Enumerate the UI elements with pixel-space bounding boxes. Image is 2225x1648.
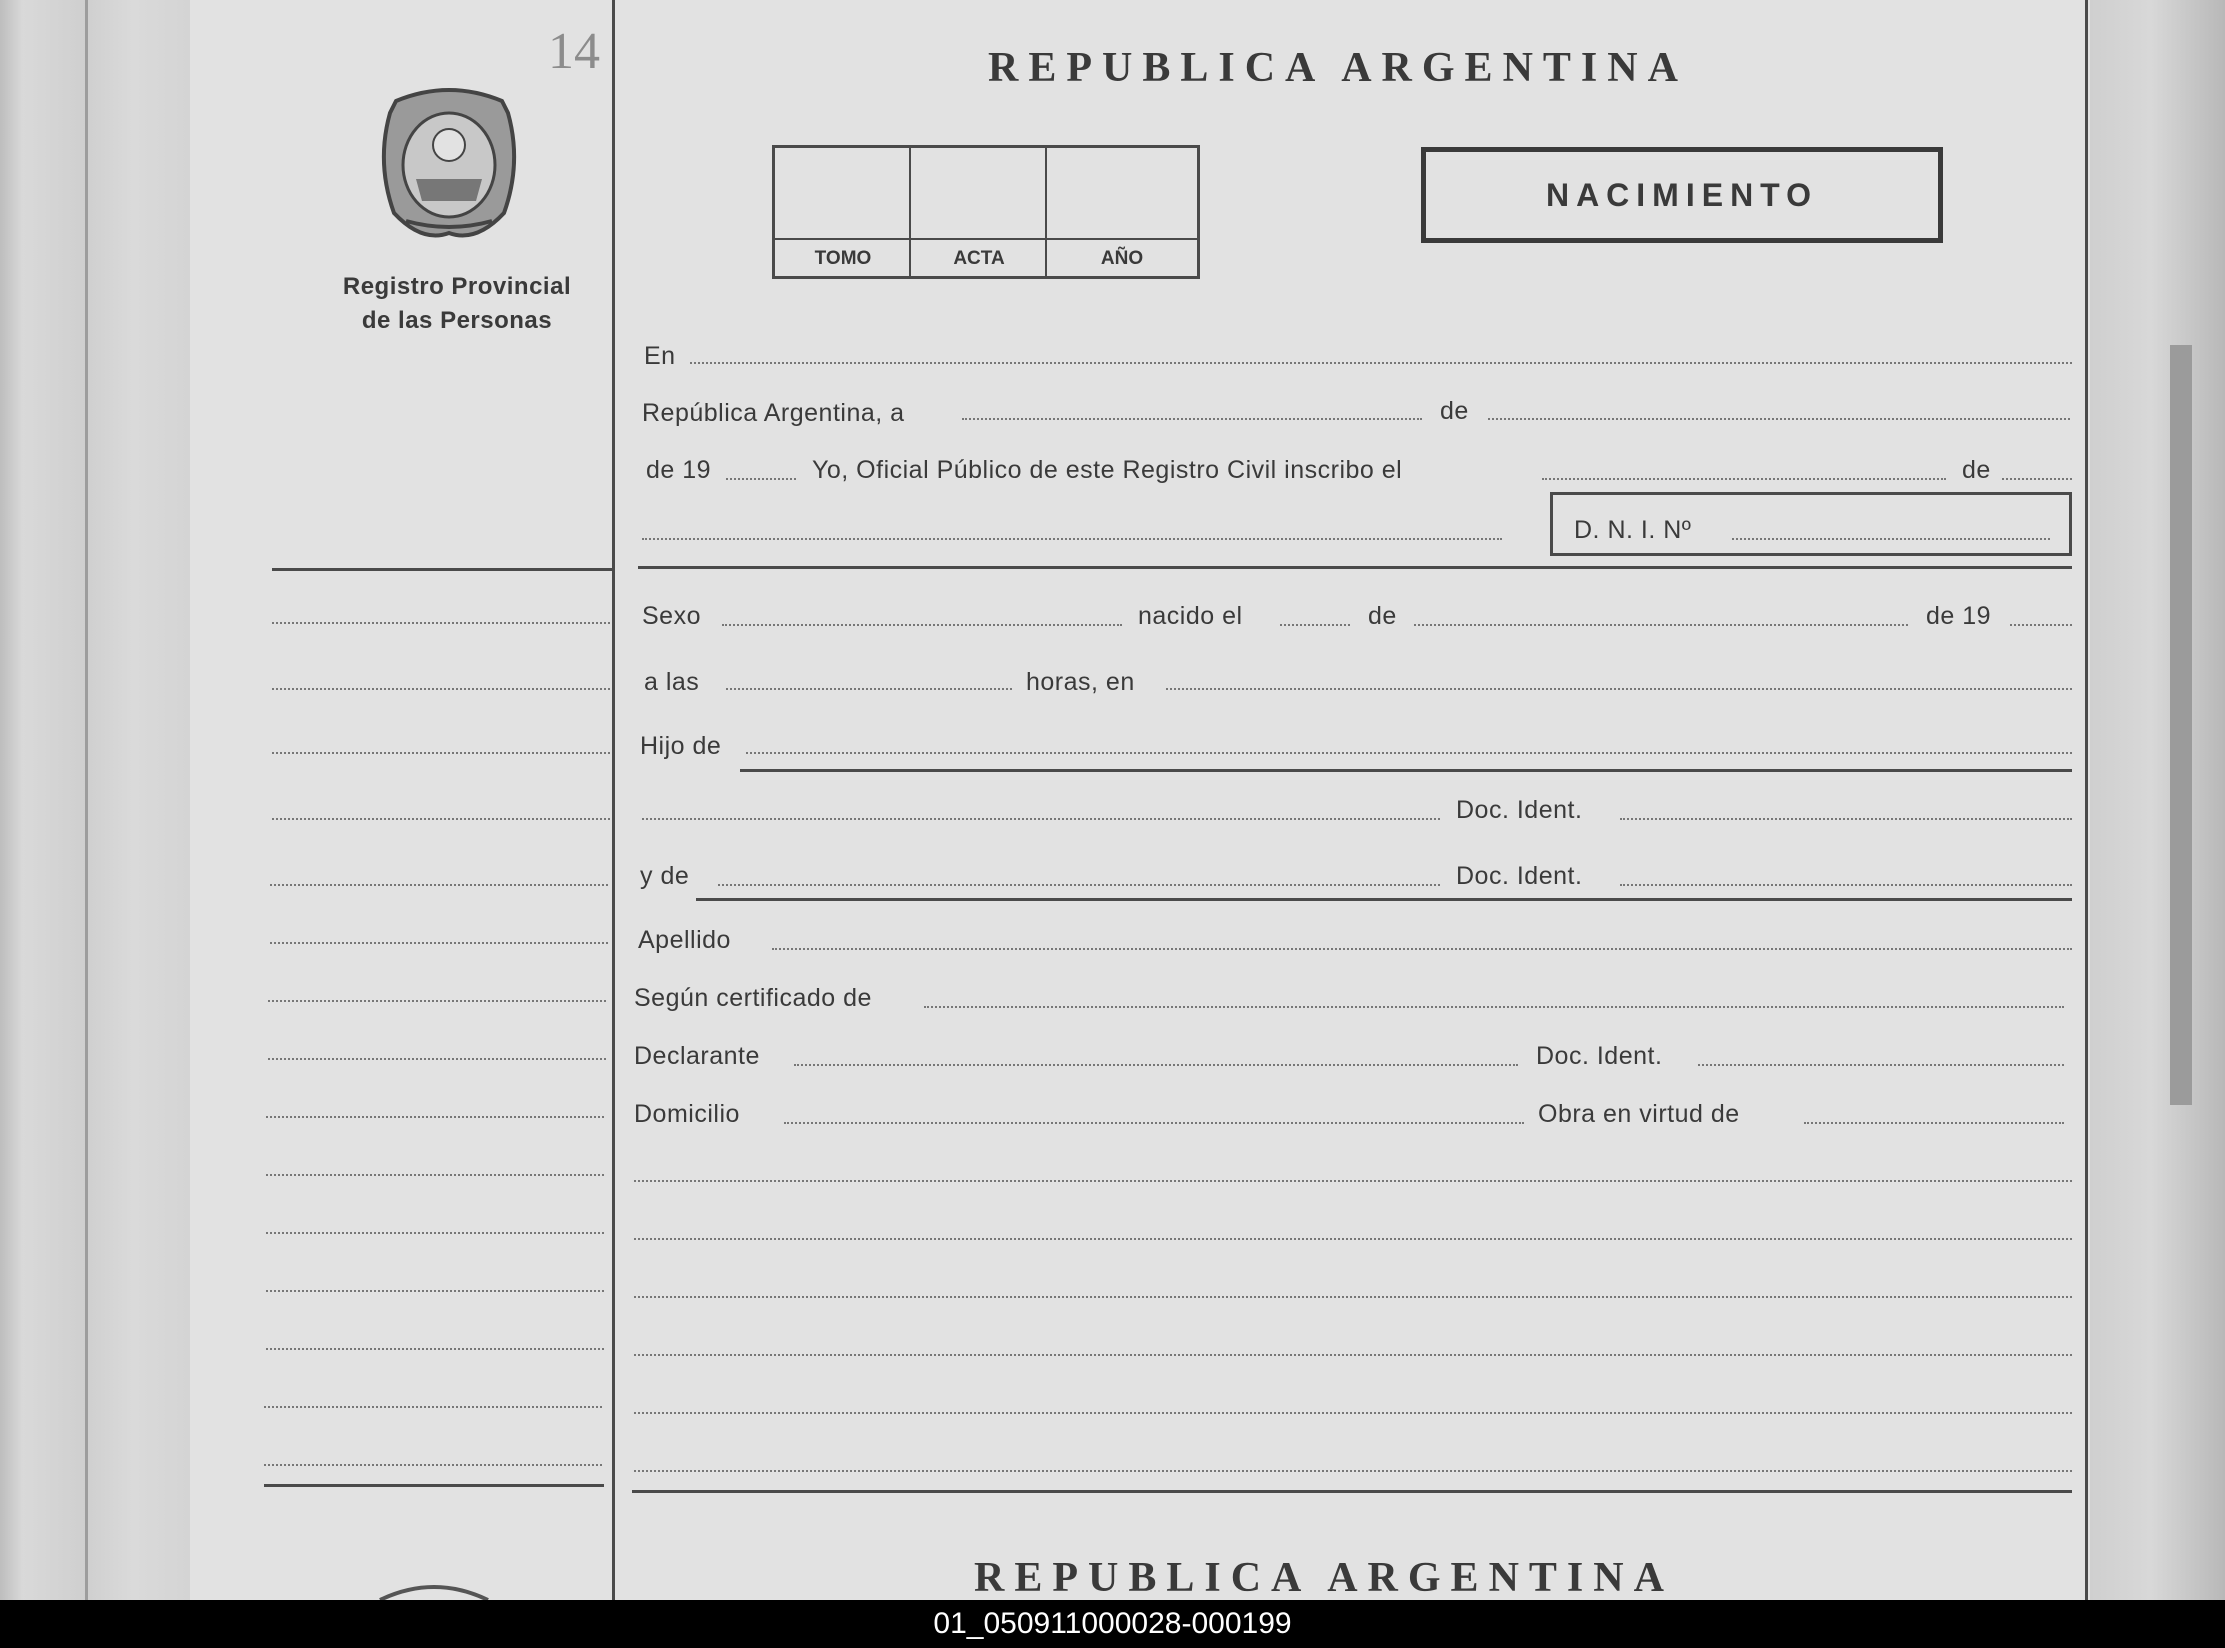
de-label: de bbox=[1440, 397, 1469, 425]
child-name-field[interactable] bbox=[642, 538, 1502, 540]
dni-field[interactable] bbox=[1732, 538, 2050, 540]
stub-rule bbox=[272, 568, 612, 571]
dni-label: D. N. I. Nº bbox=[1574, 516, 1692, 544]
notes-line[interactable] bbox=[634, 1412, 2072, 1414]
notes-line[interactable] bbox=[634, 1470, 2072, 1472]
year-field[interactable] bbox=[726, 478, 796, 480]
child-of-label: Hijo de bbox=[640, 732, 722, 760]
ano-label: AÑO bbox=[1100, 248, 1144, 269]
section-rule bbox=[638, 566, 2072, 569]
stub-line bbox=[266, 1232, 604, 1234]
registration-month-field[interactable] bbox=[2002, 478, 2072, 480]
official-statement: Yo, Oficial Público de este Registro Civil inscribo el bbox=[812, 456, 1403, 484]
surname-label: Apellido bbox=[638, 926, 731, 954]
republica-label: República Argentina, a bbox=[642, 399, 905, 427]
form-title: REPUBLICA ARGENTINA bbox=[988, 45, 1688, 91]
stub-line bbox=[272, 622, 610, 624]
month-field[interactable] bbox=[1488, 418, 2070, 420]
file-id-bar bbox=[0, 1600, 2225, 1648]
stub-line bbox=[266, 1174, 604, 1176]
place-field[interactable] bbox=[690, 362, 2072, 364]
at-label: a las bbox=[644, 668, 700, 696]
next-form-title: REPUBLICA ARGENTINA bbox=[974, 1555, 1674, 1600]
stub-line bbox=[264, 1464, 602, 1466]
stub-line bbox=[264, 1406, 602, 1408]
doc-ident-label: Doc. Ident. bbox=[1536, 1042, 1663, 1070]
and-of-label: y de bbox=[640, 862, 690, 890]
birth-time-field[interactable] bbox=[726, 688, 1012, 690]
birth-year-field[interactable] bbox=[2010, 624, 2072, 626]
stub-line bbox=[272, 818, 610, 820]
birth-place-field[interactable] bbox=[1166, 688, 2072, 690]
stub-separator-line bbox=[612, 0, 615, 1600]
reference-label-row bbox=[775, 238, 1197, 276]
file-id: 01_050911000028-000199 bbox=[933, 1607, 1292, 1640]
address-field[interactable] bbox=[784, 1122, 1524, 1124]
stub-line bbox=[268, 1000, 606, 1002]
notes-line[interactable] bbox=[634, 1354, 2072, 1356]
right-page-edge bbox=[2090, 0, 2225, 1600]
left-page-edge bbox=[0, 0, 190, 1600]
by-virtue-field[interactable] bbox=[1804, 1122, 2064, 1124]
day-field[interactable] bbox=[962, 418, 1422, 420]
acta-label: ACTA bbox=[953, 248, 1005, 269]
stub-line bbox=[272, 688, 610, 690]
declarant-label: Declarante bbox=[634, 1042, 760, 1070]
birth-day-field[interactable] bbox=[1280, 624, 1350, 626]
registration-day-field[interactable] bbox=[1542, 478, 1946, 480]
en-label: En bbox=[644, 342, 676, 370]
registry-office-name: Registro Provincial de las Personas bbox=[342, 273, 572, 334]
provincial-seal-icon bbox=[376, 83, 522, 243]
sex-field[interactable] bbox=[722, 624, 1122, 626]
father-doc-field[interactable] bbox=[1620, 818, 2072, 820]
right-margin-line bbox=[2085, 0, 2088, 1600]
de-label: de bbox=[1962, 456, 1991, 484]
born-label: nacido el bbox=[1138, 602, 1243, 630]
tomo-label: TOMO bbox=[814, 248, 872, 269]
notes-line[interactable] bbox=[634, 1180, 2072, 1182]
father-underline bbox=[740, 769, 2072, 772]
mother-doc-field[interactable] bbox=[1620, 884, 2072, 886]
mother-name-field[interactable] bbox=[718, 884, 1440, 886]
stub-line bbox=[270, 884, 608, 886]
father-name-field[interactable] bbox=[746, 752, 2072, 754]
certificate-label: Según certificado de bbox=[634, 984, 872, 1012]
declarant-doc-field[interactable] bbox=[1698, 1064, 2064, 1066]
de-label: de bbox=[1368, 602, 1397, 630]
page-number: 14 bbox=[548, 23, 600, 80]
certificate-field[interactable] bbox=[924, 1006, 2064, 1008]
fold-line bbox=[85, 0, 88, 1600]
year-prefix-label: de 19 bbox=[646, 456, 712, 484]
notes-line[interactable] bbox=[634, 1238, 2072, 1240]
address-label: Domicilio bbox=[634, 1100, 740, 1128]
mother-underline bbox=[696, 898, 2072, 901]
doc-ident-label: Doc. Ident. bbox=[1456, 862, 1583, 890]
declarant-field[interactable] bbox=[794, 1064, 1518, 1066]
record-type: NACIMIENTO bbox=[1545, 176, 1819, 213]
stub-line bbox=[270, 942, 608, 944]
next-seal-icon bbox=[376, 1580, 492, 1600]
binder-tab bbox=[2170, 345, 2192, 1105]
stub-line bbox=[272, 752, 610, 754]
form-end-rule bbox=[632, 1490, 2072, 1493]
by-virtue-label: Obra en virtud de bbox=[1538, 1100, 1740, 1128]
father-name-continued-field[interactable] bbox=[642, 818, 1440, 820]
notes-line[interactable] bbox=[634, 1296, 2072, 1298]
stub-line bbox=[266, 1290, 604, 1292]
birth-year-prefix-label: de 19 bbox=[1926, 602, 1992, 630]
sex-label: Sexo bbox=[642, 602, 701, 630]
record-type-box bbox=[1421, 147, 1943, 243]
doc-ident-label: Doc. Ident. bbox=[1456, 796, 1583, 824]
hours-in-label: horas, en bbox=[1026, 668, 1135, 696]
stub-line bbox=[266, 1116, 604, 1118]
stub-rule bbox=[264, 1484, 604, 1487]
stub-line bbox=[266, 1348, 604, 1350]
record-reference-table bbox=[772, 145, 1200, 279]
stub-line bbox=[268, 1058, 606, 1060]
surname-field[interactable] bbox=[772, 948, 2072, 950]
birth-month-field[interactable] bbox=[1414, 624, 1908, 626]
